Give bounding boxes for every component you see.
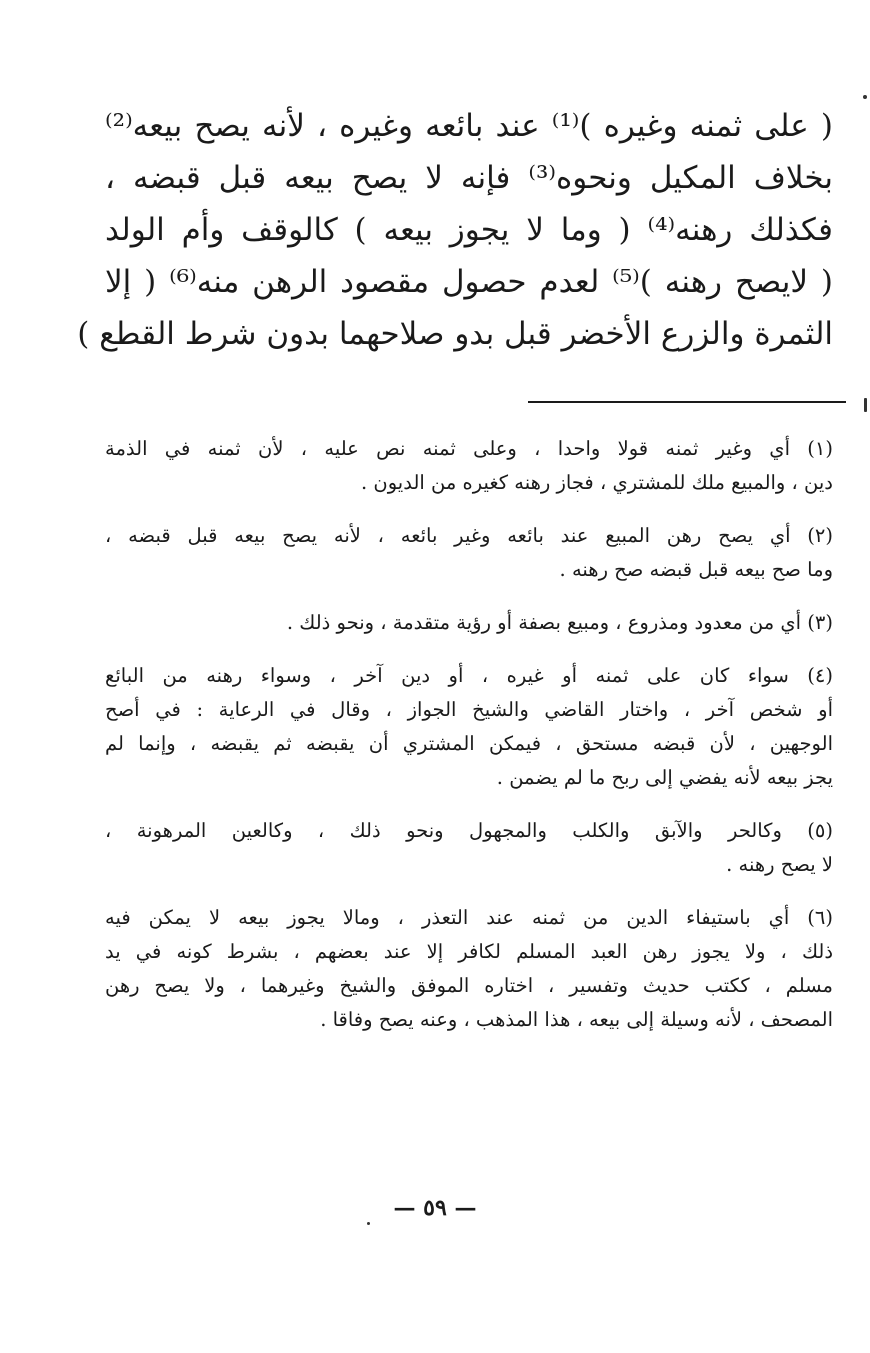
main-text-line: ( على ثمنه وغيره )⁽¹⁾ عند بائعه وغيره ، لأنه يصح بيعه⁽²⁾	[105, 108, 833, 144]
main-text-line: بخلاف المكيل ونحوه⁽³⁾ فإنه لا يصح بيعه قبل قبضه ،	[105, 160, 833, 196]
print-speck	[367, 1222, 370, 1225]
main-text-line: فكذلك رهنه⁽⁴⁾ ( وما لا يجوز بيعه ) كالوقف وأم الولد	[105, 212, 833, 248]
footnote-6	[105, 901, 833, 1037]
footnote-line: لا يصح رهنه .	[726, 853, 833, 876]
footnote-line: (٢) أي يصح رهن المبيع عند بائعه وغير بائعه ، لأنه يصح بيعه قبل قبضه ،	[105, 524, 833, 547]
print-speck	[863, 95, 867, 99]
footnote-2	[105, 519, 833, 587]
footnote-line: (٣) أي من معدود ومذروع ، ومبيع بصفة أو رؤية متقدمة ، ونحو ذلك .	[286, 611, 833, 634]
footnotes	[105, 432, 833, 1056]
main-text-line: الثمرة والزرع الأخضر قبل بدو صلاحهما بدون شرط القطع )	[77, 316, 833, 352]
main-text	[77, 100, 834, 360]
footnote-3	[105, 606, 833, 640]
print-speck	[864, 398, 867, 412]
footnote-line: (٤) سواء كان على ثمنه أو غيره ، أو دين آخر ، وسواء رهنه من البائع	[105, 664, 833, 687]
footnote-line: يجز بيعه لأنه يفضي إلى ربح ما لم يضمن .	[496, 766, 833, 789]
footnote-line: مسلم ، ككتب حديث وتفسير ، اختاره الموفق والشيخ وغيرهما ، ولا يصح رهن	[105, 974, 833, 997]
footnote-line: (١) أي وغير ثمنه قولا واحدا ، وعلى ثمنه نص عليه ، لأن ثمنه في الذمة	[105, 437, 833, 460]
footnote-separator	[528, 401, 846, 403]
footnote-1	[105, 432, 833, 500]
main-text-line: ( لايصح رهنه )⁽⁵⁾ لعدم حصول مقصود الرهن منه⁽⁶⁾ ( إلا	[105, 264, 834, 300]
footnote-5	[105, 814, 833, 882]
footnote-line: المصحف ، لأنه وسيلة إلى بيعه ، هذا المذهب ، وعنه يصح وفاقا .	[320, 1008, 833, 1031]
footnote-4	[105, 659, 833, 795]
footnote-line: الوجهين ، لأن قبضه مستحق ، فيمكن المشتري أن يقبضه ثم يقبضه ، وإنما لم	[105, 732, 833, 755]
footnote-line: ذلك ، ولا يجوز رهن العبد المسلم لكافر إلا عند بعضهم ، بشرط كونه في يد	[105, 940, 833, 963]
footnote-line: (٥) وكالحر والآبق والكلب والمجهول ونحو ذلك ، وكالعين المرهونة ،	[105, 819, 833, 842]
footnote-line: دين ، والمبيع ملك للمشتري ، فجاز رهنه كغيره من الديون .	[361, 471, 833, 494]
footnote-line: وما صح بيعه قبل قبضه صح رهنه .	[559, 558, 833, 581]
page-number: — ٥٩ —	[393, 1195, 477, 1221]
footnote-line: (٦) أي باستيفاء الدين من ثمنه عند التعذر ، ومالا يجوز بيعه لا يمكن فيه	[105, 906, 833, 929]
footnote-line: أو شخص آخر ، واختار القاضي والشيخ الجواز ، وقال في الرعاية : في أصح	[105, 698, 833, 721]
